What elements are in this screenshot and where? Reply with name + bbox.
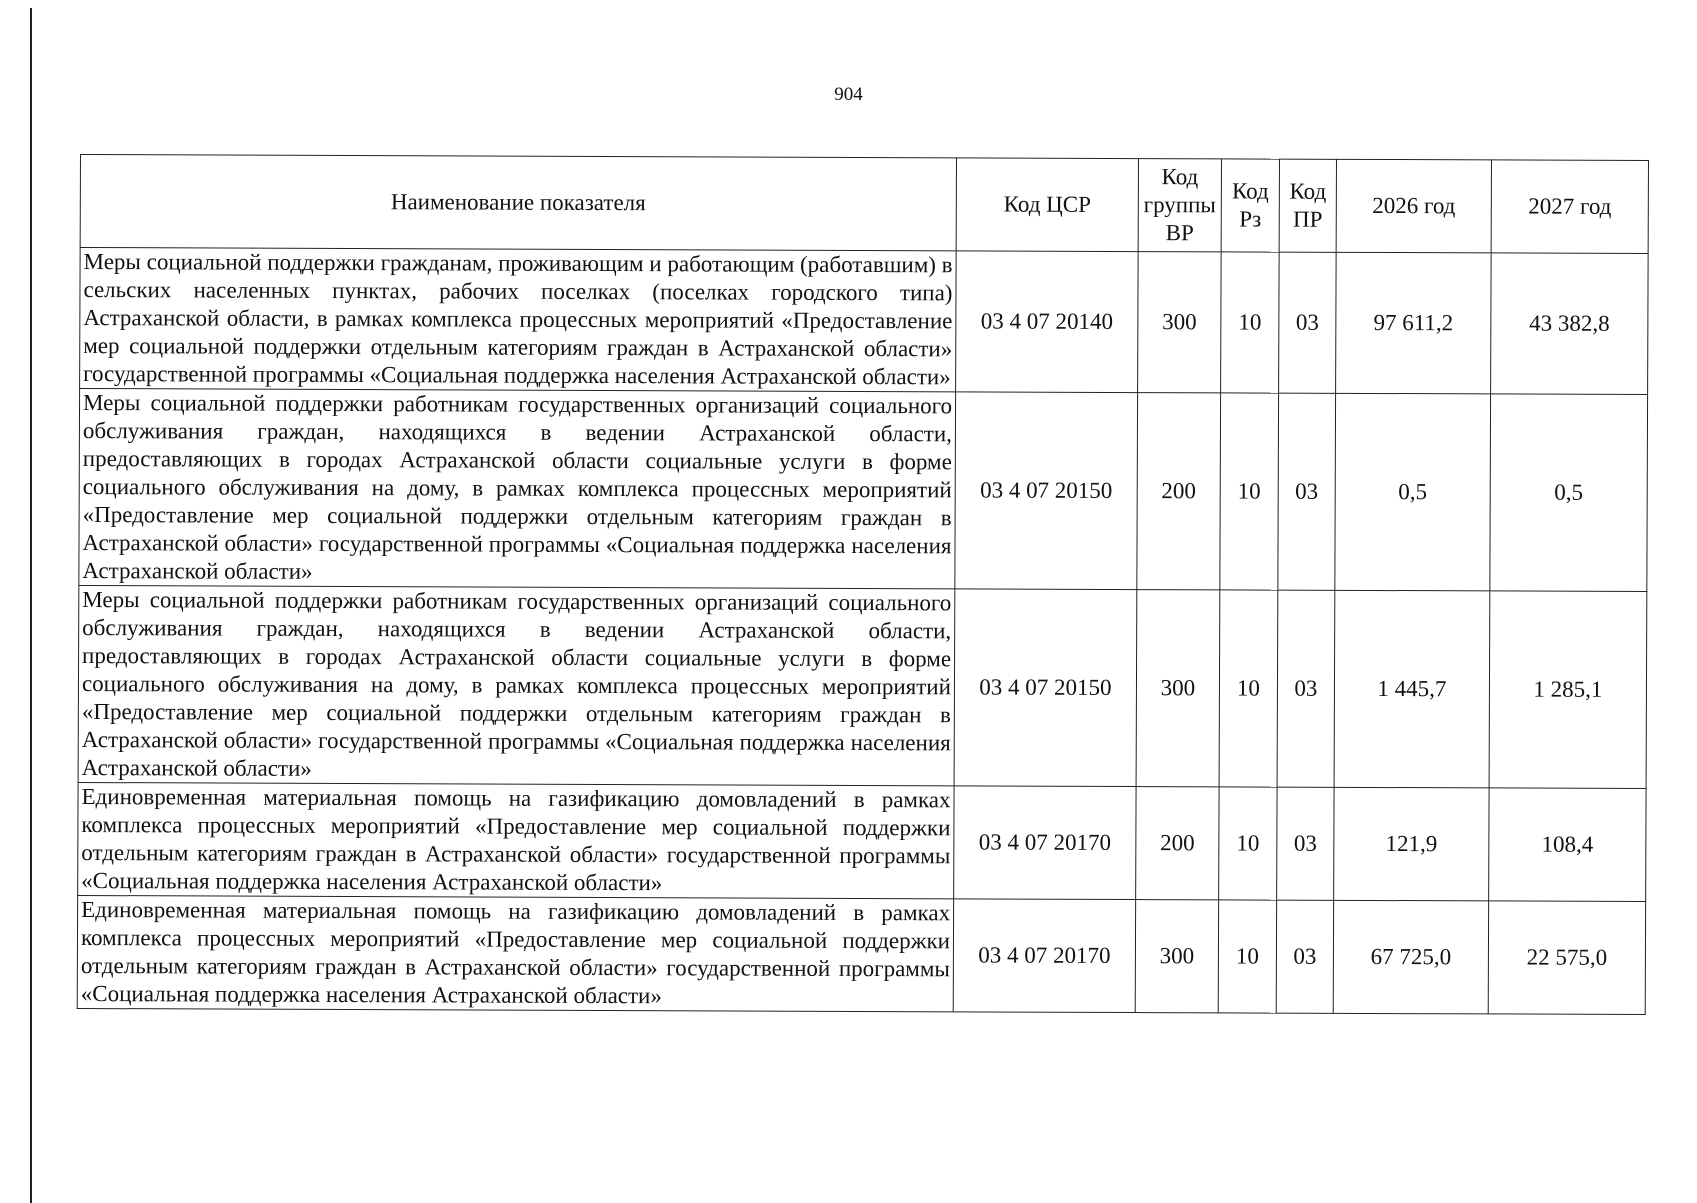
row-2027: 43 382,8 xyxy=(1491,253,1649,395)
row-name: Меры социальной поддержки работникам государственных организаций социального обслуживания граждан, находящихся в ведении Астраханской области, предоставляющих в городах Астраханской области социальные услуги в форме социального обслуживания на дому, в рамках комплекса процессных мероприятий «Предоставление мер социальной поддержки отдельным категориям граждан в Астраханской области» государственной программы «Социальная поддержка населения Астраханской области» xyxy=(78,585,955,785)
row-csr: 03 4 07 20170 xyxy=(954,786,1136,900)
page-number: 904 xyxy=(834,84,863,105)
table-row xyxy=(78,585,1647,788)
header-2027: 2027 год xyxy=(1491,160,1648,254)
header-rz: Код Рз xyxy=(1221,159,1279,252)
row-2027: 22 575,0 xyxy=(1488,901,1645,1015)
row-pr: 03 xyxy=(1279,252,1337,393)
row-pr: 03 xyxy=(1277,590,1335,787)
binding-margin-line xyxy=(30,8,32,1203)
row-2026: 121,9 xyxy=(1334,787,1489,901)
header-csr: Код ЦСР xyxy=(956,158,1138,252)
row-rz: 10 xyxy=(1219,787,1277,900)
row-2027: 1 285,1 xyxy=(1489,591,1647,789)
row-name: Единовременная материальная помощь на газификацию домовладений в рамках комплекса процессных мероприятий «Предоставление мер социальной поддержки отдельным категориям граждан в Астраханской области» государственной программы «Социальная поддержка населения Астраханской области» xyxy=(77,895,953,1011)
row-vr: 200 xyxy=(1136,787,1219,900)
row-2026: 67 725,0 xyxy=(1333,900,1488,1014)
table-row xyxy=(78,782,1646,901)
row-2026: 0,5 xyxy=(1335,393,1491,591)
row-2027: 108,4 xyxy=(1489,788,1646,902)
row-vr: 300 xyxy=(1138,252,1222,393)
row-name: Меры социальной поддержки работникам государственных организаций социального обслуживания граждан, находящихся в ведении Астраханской области, предоставляющих в городах Астраханской области социальные услуги в форме социального обслуживания на дому, в рамках комплекса процессных мероприятий «Предоставление мер социальной поддержки отдельным категориям граждан в Астраханской области» государственной программы «Социальная поддержка населения Астраханской области» xyxy=(79,389,956,589)
row-2026: 97 611,2 xyxy=(1336,252,1492,394)
header-2026: 2026 год xyxy=(1336,159,1491,253)
row-rz: 10 xyxy=(1219,590,1278,787)
table-row xyxy=(77,895,1645,1014)
header-pr: Код ПР xyxy=(1279,159,1336,252)
row-name: Меры социальной поддержки гражданам, проживающим и работающим (работавшим) в сельских населенных пунктах, рабочих поселках (поселках городского типа) Астраханской области, в рамках комплекса процессных мероприятий «Предоставление мер социальной поддержки отдельным категориям граждан в Астраханской области» государственной программы «Социальная поддержка населения Астраханской области» xyxy=(80,248,957,392)
header-name: Наименование показателя xyxy=(80,155,956,251)
row-2026: 1 445,7 xyxy=(1334,590,1490,788)
table-row xyxy=(79,389,1648,592)
row-pr: 03 xyxy=(1277,787,1334,900)
table-header-row xyxy=(80,155,1648,254)
row-pr: 03 xyxy=(1276,900,1333,1013)
row-vr: 300 xyxy=(1136,590,1220,787)
row-rz: 10 xyxy=(1218,900,1276,1013)
row-rz: 10 xyxy=(1220,393,1279,590)
row-csr: 03 4 07 20140 xyxy=(956,251,1139,393)
row-name: Единовременная материальная помощь на газификацию домовладений в рамках комплекса процессных мероприятий «Предоставление мер социальной поддержки отдельным категориям граждан в Астраханской области» государственной программы «Социальная поддержка населения Астраханской области» xyxy=(78,782,954,898)
budget-table xyxy=(77,154,1649,1015)
row-csr: 03 4 07 20170 xyxy=(953,899,1135,1013)
row-vr: 300 xyxy=(1135,900,1218,1013)
header-vr: Код группы ВР xyxy=(1138,159,1221,252)
row-pr: 03 xyxy=(1278,393,1336,590)
table-row xyxy=(80,248,1649,395)
row-csr: 03 4 07 20150 xyxy=(955,392,1138,590)
row-csr: 03 4 07 20150 xyxy=(954,589,1137,787)
row-vr: 200 xyxy=(1137,393,1221,590)
row-2027: 0,5 xyxy=(1490,394,1648,592)
row-rz: 10 xyxy=(1221,252,1280,393)
